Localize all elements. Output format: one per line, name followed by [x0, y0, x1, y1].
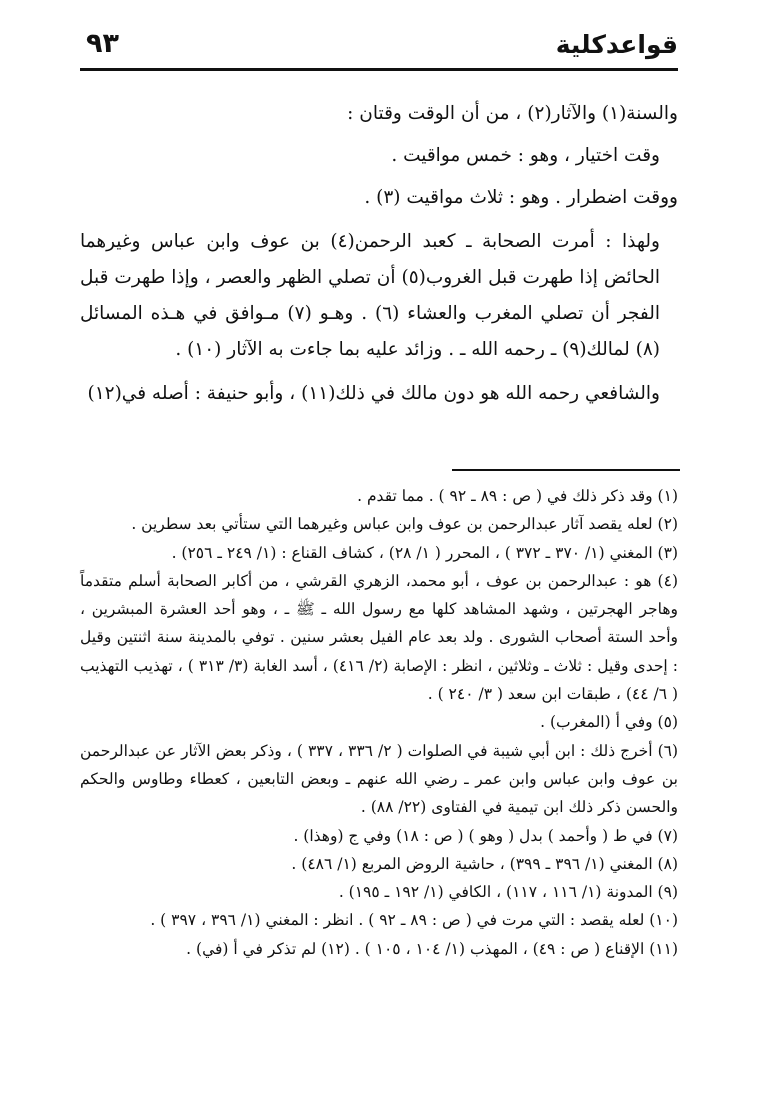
- body-paragraph: والشافعي رحمه الله هو دون مالك في ذلك(١١) ، وأبو حنيفة : أصله في(١٢): [87, 383, 660, 404]
- body-paragraph: والسنة(١) والآثار(٢) ، من أن الوقت وقتان :: [347, 103, 678, 124]
- footnote: (٦) أخرج ذلك : ابن أبي شيبة في الصلوات ( ٢/ ٣٣٦ ، ٣٣٧ ) ، وذكر بعض الآثار عن عبدالرحمن بن عوف وابن عباس وابن عمر ـ رضي الله عنهم ـ وبعض التابعين ، كعطاء وطاوس والحكم والحسن ذكر ذلك ابن تيمية في الفتاوى (٢٢/ ٨٨) .: [80, 741, 679, 817]
- page-number: ٩٣: [86, 28, 119, 59]
- footnote: (٩) المدونة (١/ ١١٦ ، ١١٧) ، الكافي (١/ ١٩٢ ـ ١٩٥) .: [338, 883, 678, 902]
- footnote: (١١) الإقناع ( ص : ٤٩) ، المهذب (١/ ١٠٤ ، ١٠٥ ) . (١٢) لم تذكر في أ (في) .: [186, 939, 678, 958]
- footnote: (٨) المغني (١/ ٣٩٦ ـ ٣٩٩) ، حاشية الروض المربع (١/ ٤٨٦) .: [291, 854, 678, 873]
- footnote: (١٠) لعله يقصد : التي مرت في ( ص : ٨٩ ـ ٩٢ ) . انظر : المغني (١/ ٣٩٦ ، ٣٩٧ ) .: [150, 911, 678, 930]
- footnote: (٥) وفي أ (المغرب) .: [540, 713, 678, 732]
- footnote-separator: [452, 469, 680, 471]
- footnote: (٤) هو : عبدالرحمن بن عوف ، أبو محمد، الزهري القرشي ، من أكابر الصحابة أسلم متقدماً وهاجر الهجرتين ، وشهد المشاهد كلها مع رسول الله ـ ﷺ ـ ، وهو أحد العشرة المبشرين ، وأحد الستة أصحاب الشورى . ولد بعد عام الفيل بعشر سنين . توفي بالمدينة سنة اثنتين وقيل : إحدى وقيل : ثلاث ـ وثلاثين ، انظر : الإصابة (٢/ ٤١٦) ، أسد الغابة (٣/ ٣١٣ ) ، تهذيب التهذيب ( ٦/ ٤٤) ، طبقات ابن سعد ( ٣/ ٢٤٠ ) .: [80, 571, 678, 704]
- running-title: قواعدكلية: [555, 30, 678, 59]
- footnote: (٣) المغني (١/ ٣٧٠ ـ ٣٧٢ ) ، المحرر ( ١/ ٢٨) ، كشاف القناع : (١/ ٢٤٩ ـ ٢٥٦) .: [171, 543, 678, 562]
- footnote: (١) وقد ذكر ذلك في ( ص : ٨٩ ـ ٩٢ ) . مما تقدم .: [357, 487, 678, 505]
- body-paragraph: ووقت اضطرار . وهو : ثلاث مواقيت (٣) .: [364, 187, 678, 208]
- footnote: (٢) لعله يقصد آثار عبدالرحمن بن عوف وابن عباس وغيرهما التي ستأتي بعد سطرين .: [131, 515, 678, 534]
- body-paragraph: وقت اختيار ، وهو : خمس مواقيت .: [391, 145, 660, 166]
- footnotes: [80, 482, 678, 963]
- page-header: [80, 28, 678, 71]
- main-text: [80, 96, 678, 418]
- body-paragraph: ولهذا : أمرت الصحابة ـ كعبد الرحمن(٤) بن عوف وابن عباس وغيرهما الحائض إذا طهرت قبل الغروب(٥) أن تصلي الظهر والعصر ، وإذا طهرت قبل الفجر أن تصلي المغرب والعشاء (٦) . وهـو (٧) مـوافق في هـذه المسائل (٨) لمالك(٩) ـ رحمه الله ـ . وزائد عليه بما جاءت به الآثار (١٠) .: [80, 231, 661, 360]
- footnote: (٧) في ط ( وأحمد ) بدل ( وهو ) ( ص : ١٨) وفي ج (وهذا) .: [293, 826, 678, 845]
